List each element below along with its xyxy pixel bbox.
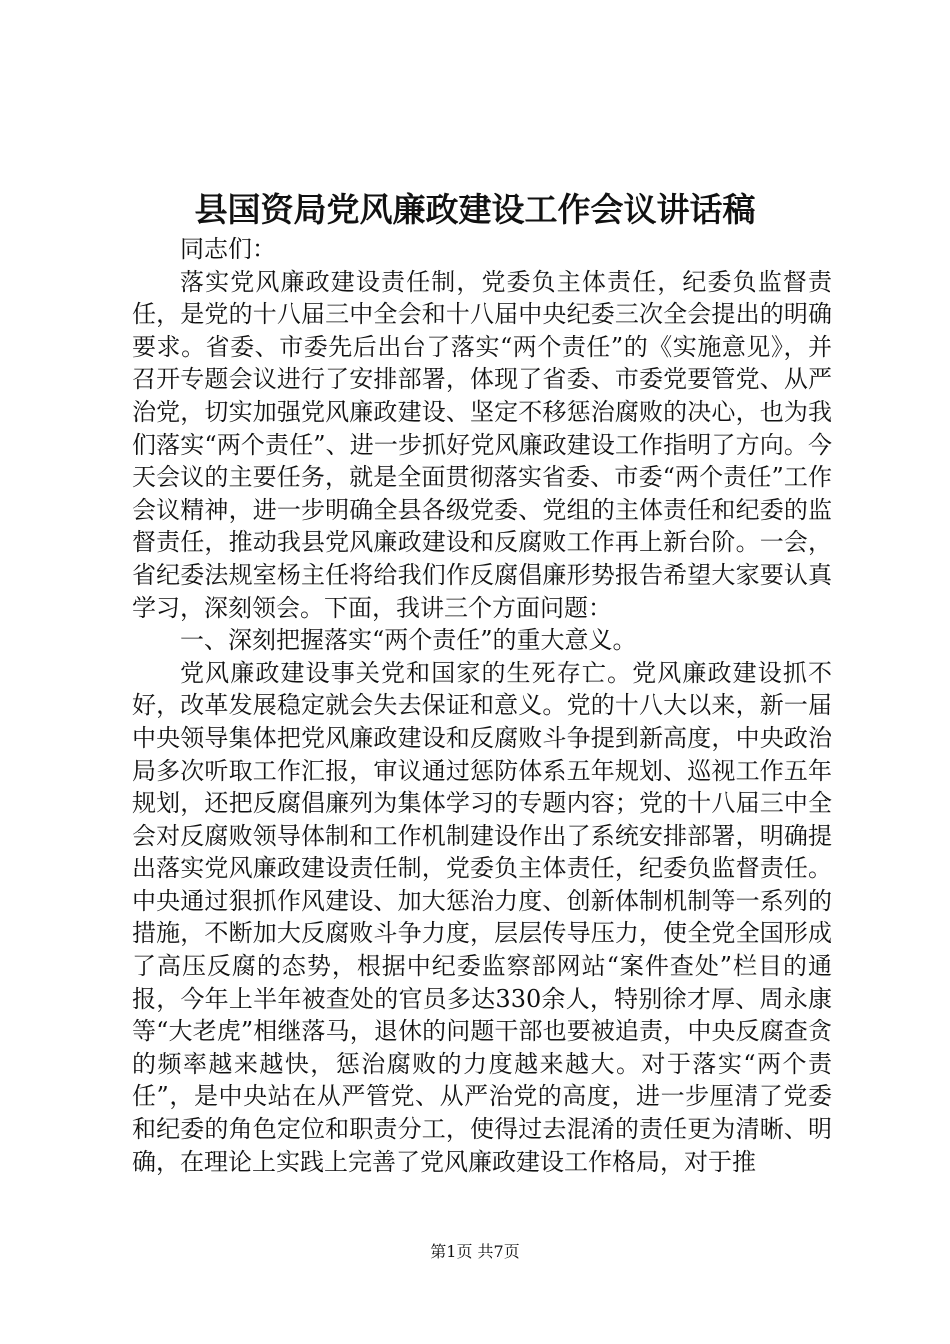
section-1-paragraph: 党风廉政建设事关党和国家的生死存亡。党风廉政建设抓不好，改革发展稳定就会失去保证和意义。党的十八大以来，新一届中央领导集体把党风廉政建设和反腐败斗争提到新高度，中央政治局多次听取工作汇报，审议通过惩防体系五年规划、巡视工作五年规划，还把反腐倡廉列为集体学习的专题内容；党的十八届三中全会对反腐败领导体制和工作机制建设作出了系统安排部署，明确提出落实党风廉政建设责任制，党委负主体责任，纪委负监督责任。中央通过狠抓作风建设、加大惩治力度、创新体制机制等一系列的措施，不断加大反腐败斗争力度，层层传导压力，使全党全国形成了高压反腐的态势，根据中纪委监察部网站“案件查处”栏目的通报，今年上半年被查处的官员多达330余人，特别徐才厚、周永康等“大老虎”相继落马，退休的问题干部也要被追责，中央反腐查贪的频率越来越快，惩治腐败的力度越来越大。对于落实“两个责任”，是中央站在从严管党、从严治党的高度，进一步厘清了党委和纪委的角色定位和职责分工，使得过去混淆的责任更为清晰、明确，在理论上实践上完善了党风廉政建设工作格局，对于推 <box>132 658 832 1176</box>
page-footer: 第1页 共7页 <box>430 1242 520 1261</box>
section-heading-1: 一、深刻把握落实“两个责任”的重大意义。 <box>180 626 637 655</box>
document-body <box>132 233 832 1178</box>
document-title: 县国资局党风廉政建设工作会议讲话稿 <box>194 190 756 229</box>
salutation-paragraph: 同志们： <box>180 235 276 263</box>
intro-paragraph: 落实党风廉政建设责任制，党委负主体责任，纪委负监督责任，是党的十八届三中全会和十八届中央纪委三次全会提出的明确要求。省委、市委先后出台了落实“两个责任”的《实施意见》，并召开专题会议进行了安排部署，体现了省委、市委党要管党、从严治党，切实加强党风廉政建设、坚定不移惩治腐败的决心，也为我们落实“两个责任”、进一步抓好党风廉政建设工作指明了方向。今天会议的主要任务，就是全面贯彻落实省委、市委“两个责任”工作会议精神，进一步明确全县各级党委、党组的主体责任和纪委的监督责任，推动我县党风廉政建设和反腐败工作再上新台阶。一会，省纪委法规室杨主任将给我们作反腐倡廉形势报告希望大家要认真学习，深刻领会。下面，我讲三个方面问题： <box>132 267 832 622</box>
